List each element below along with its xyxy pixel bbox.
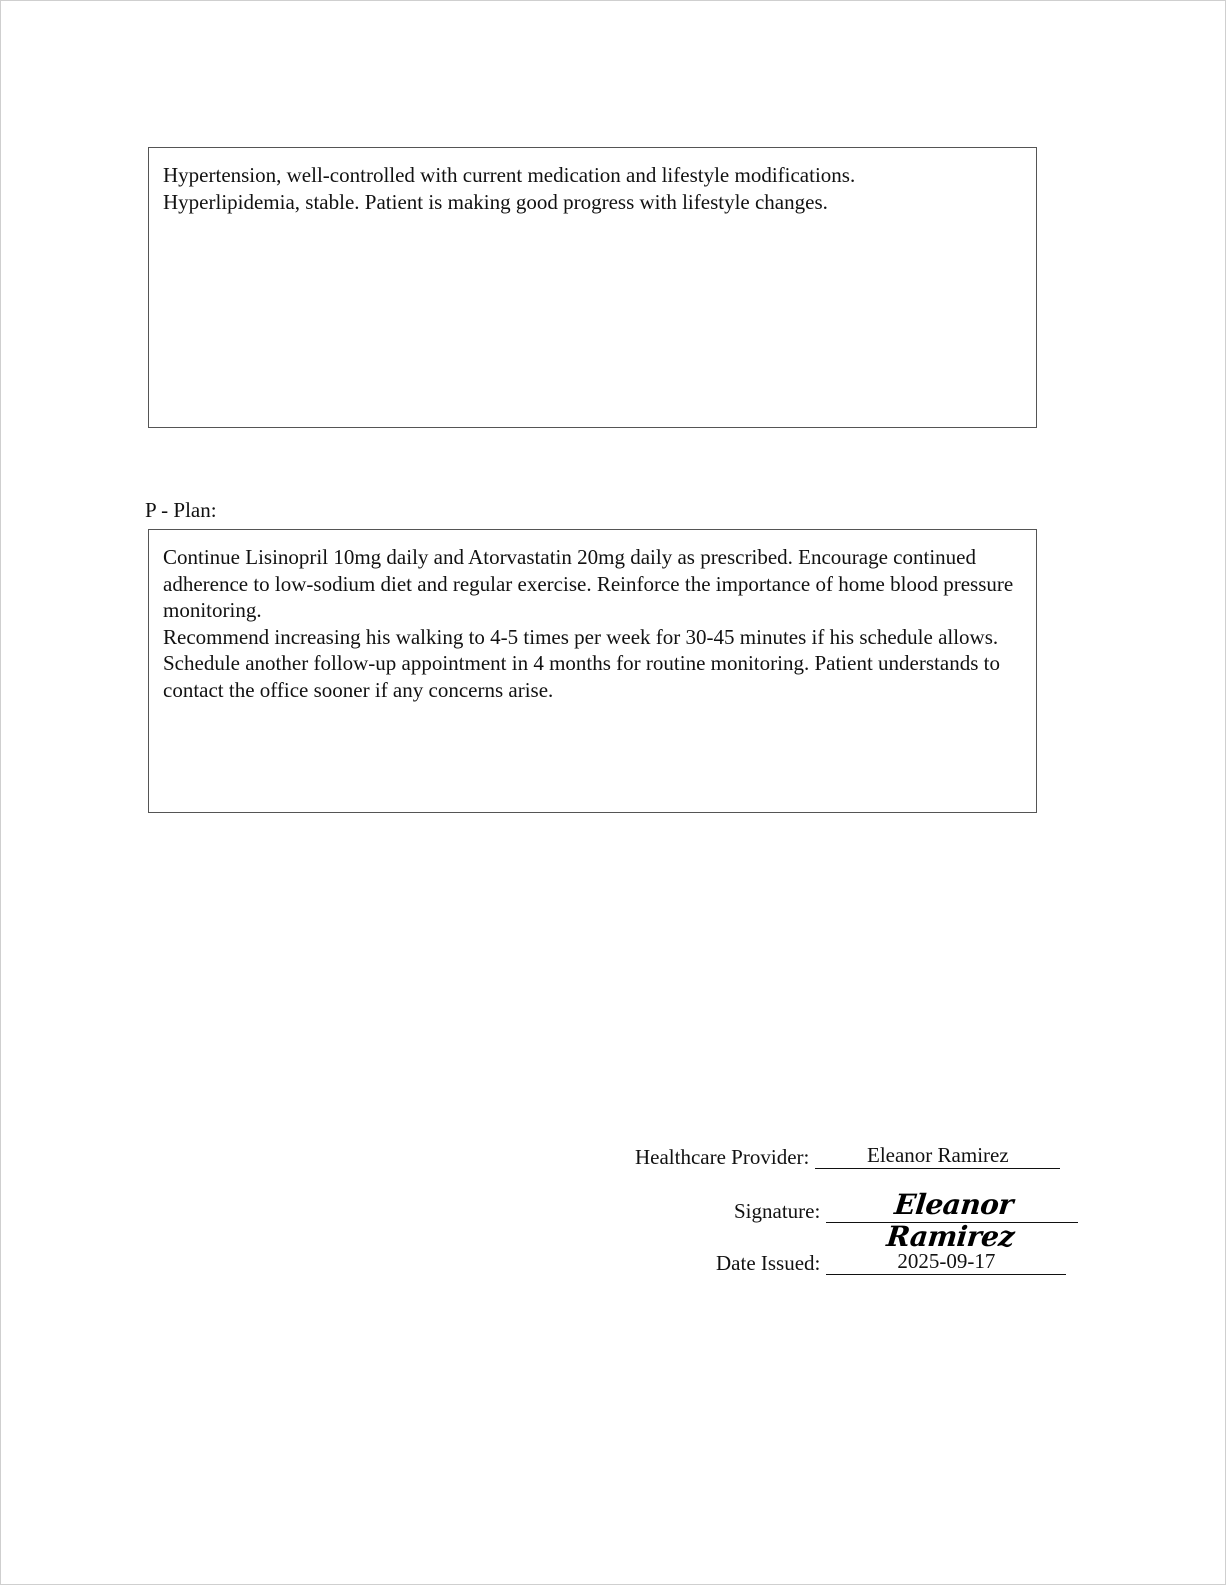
handwritten-signature: Eleanor Ramirez bbox=[885, 1188, 1017, 1253]
assessment-line: Hypertension, well-controlled with current medication and lifestyle modifications. bbox=[163, 163, 856, 187]
date-label: Date Issued: bbox=[716, 1251, 821, 1275]
provider-name-field: Eleanor Ramirez bbox=[815, 1143, 1060, 1169]
plan-paragraph: Recommend increasing his walking to 4-5 times per week for 30-45 minutes if his schedule allows. bbox=[163, 624, 999, 649]
signature-row bbox=[734, 1188, 1078, 1253]
date-row bbox=[716, 1249, 1066, 1275]
plan-section-label: P - Plan: bbox=[145, 498, 217, 522]
plan-paragraph: Schedule another follow-up appointment in 4 months for routine monitoring. Patient understands to contact the office sooner if any concerns arise. bbox=[163, 651, 1006, 702]
date-issued-field: 2025-09-17 bbox=[826, 1249, 1066, 1275]
plan-paragraph: Continue Lisinopril 10mg daily and Atorvastatin 20mg daily as prescribed. Encourage continued adherence to low-sodium diet and regular exercise. Reinforce the importance of home blood pressure monitoring. bbox=[163, 545, 1019, 622]
plan-text-box bbox=[148, 529, 1037, 813]
provider-label: Healthcare Provider: bbox=[635, 1145, 810, 1169]
assessment-line: Hyperlipidemia, stable. Patient is making good progress with lifestyle changes. bbox=[163, 189, 828, 214]
assessment-text-box bbox=[148, 147, 1037, 428]
provider-row bbox=[635, 1143, 1060, 1169]
signature-field bbox=[826, 1188, 1078, 1253]
signature-label: Signature: bbox=[734, 1199, 821, 1223]
